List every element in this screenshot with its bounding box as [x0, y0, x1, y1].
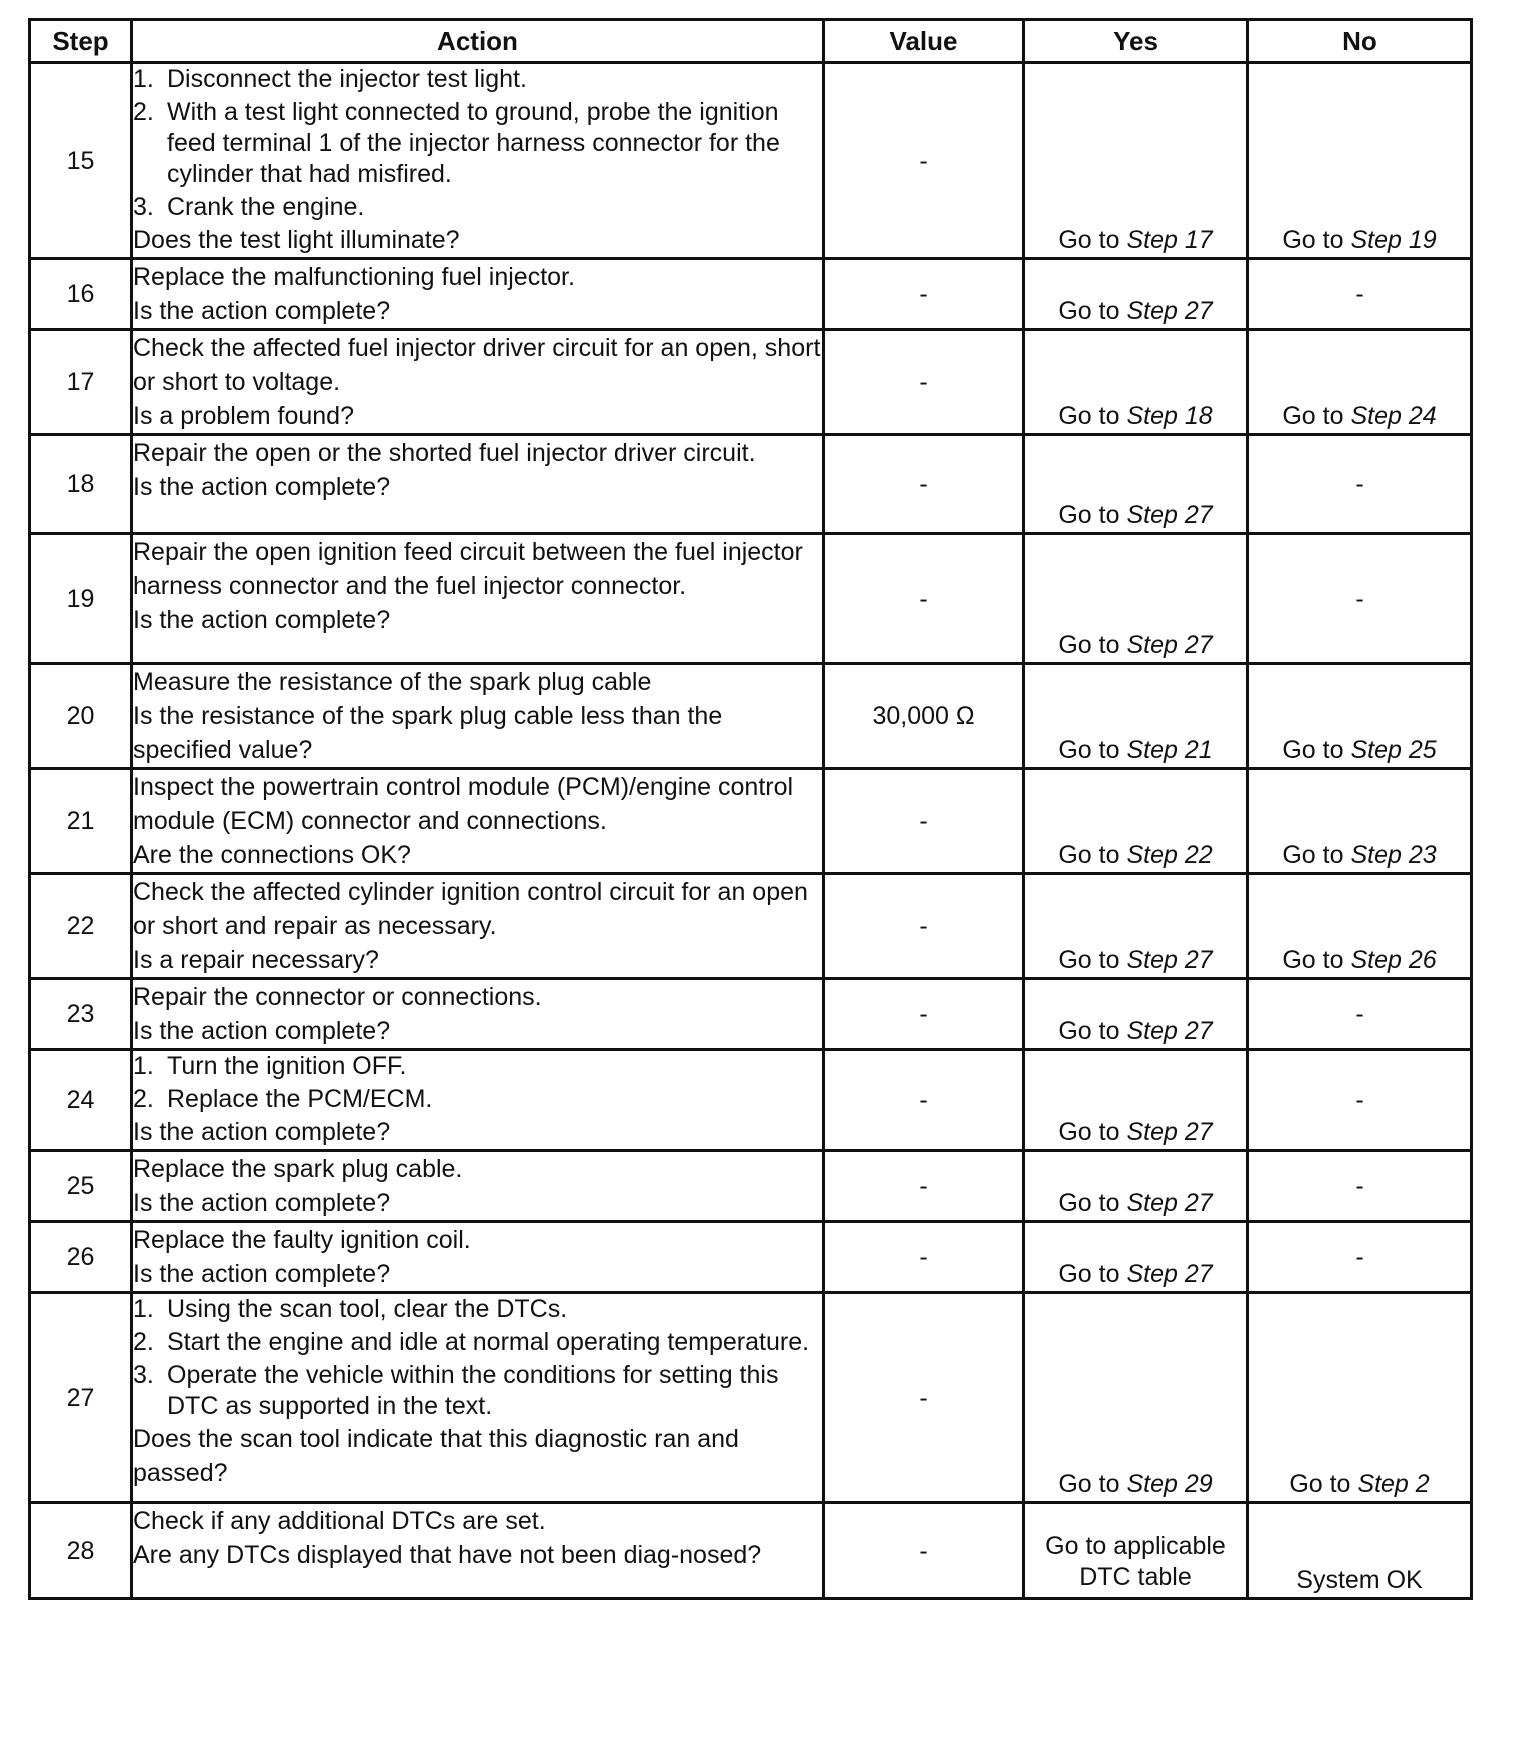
no-cell: [1248, 664, 1472, 769]
action-line: Is the resistance of the spark plug cable less than the specified value?: [133, 702, 723, 764]
action-line: Is a problem found?: [133, 402, 354, 430]
step-number: 24: [30, 1050, 132, 1151]
goto-prefix: Go to: [1282, 226, 1351, 254]
action-line: Check if any additional DTCs are set.: [133, 1507, 546, 1535]
action-line: Does the scan tool indicate that this diagnostic ran and passed?: [133, 1425, 739, 1487]
header-step: Step: [30, 20, 132, 63]
table-row: [30, 1293, 1472, 1503]
action-line: Is the action complete?: [133, 297, 391, 325]
action-cell: [132, 1222, 824, 1293]
no-text: -: [1355, 280, 1364, 308]
goto-step-link[interactable]: Step 27: [1126, 501, 1213, 529]
action-list-number: 2.: [133, 1328, 154, 1356]
goto-step-link[interactable]: Step 21: [1126, 736, 1213, 764]
action-line: Is a repair necessary?: [133, 946, 379, 974]
header-value: Value: [824, 20, 1024, 63]
yes-cell: [1024, 1222, 1248, 1293]
action-cell: [132, 1050, 824, 1151]
step-number: 23: [30, 979, 132, 1050]
step-number: 28: [30, 1503, 132, 1599]
goto-step-link[interactable]: Step 26: [1350, 946, 1437, 974]
action-cell: [132, 1293, 824, 1503]
action-line: Is the action complete?: [133, 1189, 391, 1217]
step-number: 20: [30, 664, 132, 769]
step-number: 26: [30, 1222, 132, 1293]
table-row: [30, 435, 1472, 534]
goto-prefix: Go to: [1058, 226, 1127, 254]
goto-prefix: Go to: [1058, 946, 1127, 974]
step-number: 21: [30, 769, 132, 874]
goto-step-link[interactable]: Step 27: [1126, 1189, 1213, 1217]
goto-step-link[interactable]: Step 2: [1357, 1470, 1430, 1498]
goto-prefix: Go to: [1058, 736, 1127, 764]
yes-cell: [1024, 435, 1248, 534]
action-list-text: With a test light connected to ground, probe the ignition feed terminal 1 of the injector harness connector for the cylinder that had misfired.: [167, 98, 780, 188]
yes-cell: [1024, 63, 1248, 259]
action-line: Check the affected cylinder ignition control circuit for an open or short and repair as necessary.: [133, 878, 808, 940]
action-cell: [132, 534, 824, 664]
no-cell: [1248, 1050, 1472, 1151]
step-number: 16: [30, 259, 132, 330]
goto-step-link[interactable]: Step 27: [1126, 631, 1213, 659]
value-cell: -: [824, 435, 1024, 534]
no-cell: [1248, 874, 1472, 979]
no-cell: [1248, 1151, 1472, 1222]
action-cell: [132, 769, 824, 874]
table-row: [30, 979, 1472, 1050]
action-line: Is the action complete?: [133, 1260, 391, 1288]
action-list-item: [133, 64, 822, 95]
yes-cell: [1024, 1151, 1248, 1222]
action-cell: [132, 259, 824, 330]
action-line: Is the action complete?: [133, 1118, 391, 1146]
value-cell: -: [824, 769, 1024, 874]
no-cell: [1248, 769, 1472, 874]
goto-step-link[interactable]: Step 18: [1126, 402, 1213, 430]
table-row: [30, 664, 1472, 769]
table-row: [30, 259, 1472, 330]
goto-prefix: Go to: [1058, 841, 1127, 869]
table-row: [30, 1151, 1472, 1222]
action-list-number: 2.: [133, 98, 154, 126]
action-line: Replace the spark plug cable.: [133, 1155, 463, 1183]
goto-prefix: Go to: [1058, 1260, 1127, 1288]
no-text: -: [1355, 1243, 1364, 1271]
yes-cell: [1024, 1503, 1248, 1599]
action-list-item: [133, 1360, 822, 1422]
value-cell: -: [824, 1050, 1024, 1151]
yes-cell: [1024, 769, 1248, 874]
goto-step-link[interactable]: Step 25: [1350, 736, 1437, 764]
action-list-item: [133, 1051, 822, 1082]
goto-step-link[interactable]: Step 27: [1126, 297, 1213, 325]
table-row: [30, 534, 1472, 664]
goto-step-link[interactable]: Step 22: [1126, 841, 1213, 869]
step-number: 15: [30, 63, 132, 259]
yes-cell: [1024, 1293, 1248, 1503]
table-row: [30, 874, 1472, 979]
header-yes: Yes: [1024, 20, 1248, 63]
action-cell: [132, 979, 824, 1050]
goto-prefix: Go to: [1282, 402, 1351, 430]
value-cell: -: [824, 534, 1024, 664]
goto-prefix: Go to: [1282, 841, 1351, 869]
goto-step-link[interactable]: Step 27: [1126, 1260, 1213, 1288]
action-cell: [132, 435, 824, 534]
action-list-text: Disconnect the injector test light.: [167, 65, 527, 93]
action-line: Are the connections OK?: [133, 841, 411, 869]
table-row: [30, 63, 1472, 259]
action-list-number: 1.: [133, 65, 154, 93]
no-cell: [1248, 435, 1472, 534]
action-list-text: Start the engine and idle at normal operating temperature.: [167, 1328, 810, 1356]
value-cell: -: [824, 1222, 1024, 1293]
goto-step-link[interactable]: Step 23: [1350, 841, 1437, 869]
header-no: No: [1248, 20, 1472, 63]
goto-step-link[interactable]: Step 27: [1126, 1118, 1213, 1146]
no-cell: [1248, 63, 1472, 259]
action-line: Repair the connector or connections.: [133, 983, 542, 1011]
step-number: 18: [30, 435, 132, 534]
value-cell: -: [824, 979, 1024, 1050]
step-number: 19: [30, 534, 132, 664]
yes-text: Go to applicable DTC table: [1045, 1532, 1226, 1591]
action-cell: [132, 874, 824, 979]
no-cell: [1248, 1293, 1472, 1503]
yes-cell: [1024, 874, 1248, 979]
goto-prefix: Go to: [1289, 1470, 1358, 1498]
goto-step-link[interactable]: Step 17: [1126, 226, 1213, 254]
yes-cell: [1024, 259, 1248, 330]
action-list-number: 3.: [133, 1361, 154, 1389]
goto-prefix: Go to: [1058, 1470, 1127, 1498]
no-text: -: [1355, 1000, 1364, 1028]
goto-step-link[interactable]: Step 29: [1126, 1470, 1213, 1498]
action-line: Is the action complete?: [133, 606, 391, 634]
goto-prefix: Go to: [1058, 1017, 1127, 1045]
no-text: System OK: [1296, 1566, 1423, 1594]
no-cell: [1248, 1503, 1472, 1599]
action-cell: [132, 1503, 824, 1599]
value-cell: -: [824, 63, 1024, 259]
step-number: 27: [30, 1293, 132, 1503]
yes-cell: [1024, 330, 1248, 435]
value-cell: -: [824, 1151, 1024, 1222]
goto-prefix: Go to: [1058, 501, 1127, 529]
goto-prefix: Go to: [1282, 946, 1351, 974]
action-list-item: [133, 1327, 822, 1358]
table-row: [30, 1050, 1472, 1151]
action-list-number: 1.: [133, 1052, 154, 1080]
action-list-text: Using the scan tool, clear the DTCs.: [167, 1295, 568, 1323]
action-line: Replace the faulty ignition coil.: [133, 1226, 471, 1254]
action-list-text: Replace the PCM/ECM.: [167, 1085, 433, 1113]
action-list-item: [133, 1294, 822, 1325]
yes-cell: [1024, 664, 1248, 769]
action-cell: [132, 63, 824, 259]
no-cell: [1248, 330, 1472, 435]
action-list-item: [133, 97, 822, 190]
table-body: [30, 63, 1472, 1599]
action-line: Measure the resistance of the spark plug cable: [133, 668, 652, 696]
header-row: [30, 20, 1472, 63]
no-cell: [1248, 259, 1472, 330]
goto-prefix: Go to: [1058, 1118, 1127, 1146]
table-row: [30, 769, 1472, 874]
value-cell: -: [824, 1503, 1024, 1599]
no-text: -: [1355, 470, 1364, 498]
value-cell: -: [824, 874, 1024, 979]
value-cell: -: [824, 330, 1024, 435]
action-list-text: Turn the ignition OFF.: [167, 1052, 407, 1080]
no-cell: [1248, 979, 1472, 1050]
action-line: Replace the malfunctioning fuel injector.: [133, 263, 575, 291]
action-line: Is the action complete?: [133, 1017, 391, 1045]
goto-step-link[interactable]: Step 27: [1126, 1017, 1213, 1045]
value-cell: -: [824, 1293, 1024, 1503]
table-row: [30, 1503, 1472, 1599]
action-list-number: 1.: [133, 1295, 154, 1323]
action-line: Is the action complete?: [133, 473, 391, 501]
step-number: 25: [30, 1151, 132, 1222]
action-line: Repair the open or the shorted fuel injector driver circuit.: [133, 439, 756, 467]
no-text: -: [1355, 1086, 1364, 1114]
step-number: 17: [30, 330, 132, 435]
diagnostic-table-container: [28, 18, 1470, 1600]
goto-prefix: Go to: [1282, 736, 1351, 764]
no-cell: [1248, 1222, 1472, 1293]
header-action: Action: [132, 20, 824, 63]
goto-prefix: Go to: [1058, 1189, 1127, 1217]
step-number: 22: [30, 874, 132, 979]
yes-cell: [1024, 534, 1248, 664]
goto-step-link[interactable]: Step 27: [1126, 946, 1213, 974]
action-cell: [132, 664, 824, 769]
goto-prefix: Go to: [1058, 402, 1127, 430]
action-list-number: 3.: [133, 193, 154, 221]
yes-cell: [1024, 979, 1248, 1050]
no-cell: [1248, 534, 1472, 664]
action-line: Are any DTCs displayed that have not been diag-nosed?: [133, 1541, 762, 1569]
action-line: Check the affected fuel injector driver circuit for an open, short or short to voltage.: [133, 334, 821, 396]
action-list-number: 2.: [133, 1085, 154, 1113]
goto-step-link[interactable]: Step 24: [1350, 402, 1437, 430]
no-text: -: [1355, 1172, 1364, 1200]
goto-prefix: Go to: [1058, 631, 1127, 659]
table-row: [30, 330, 1472, 435]
yes-cell: [1024, 1050, 1248, 1151]
goto-step-link[interactable]: Step 19: [1350, 226, 1437, 254]
table-row: [30, 1222, 1472, 1293]
action-list-item: [133, 192, 822, 223]
action-line: Does the test light illuminate?: [133, 226, 460, 254]
action-line: Inspect the powertrain control module (PCM)/engine control module (ECM) connector and connections.: [133, 773, 794, 835]
value-cell: -: [824, 259, 1024, 330]
action-list-item: [133, 1084, 822, 1115]
action-cell: [132, 1151, 824, 1222]
diagnostic-table: [28, 18, 1473, 1600]
value-cell: 30,000 Ω: [824, 664, 1024, 769]
action-list-text: Operate the vehicle within the conditions for setting this DTC as supported in the text.: [167, 1361, 779, 1420]
goto-prefix: Go to: [1058, 297, 1127, 325]
no-text: -: [1355, 584, 1364, 613]
action-list-text: Crank the engine.: [167, 193, 365, 221]
action-cell: [132, 330, 824, 435]
action-line: Repair the open ignition feed circuit between the fuel injector harness connector and the fuel injector connector.: [133, 538, 803, 600]
